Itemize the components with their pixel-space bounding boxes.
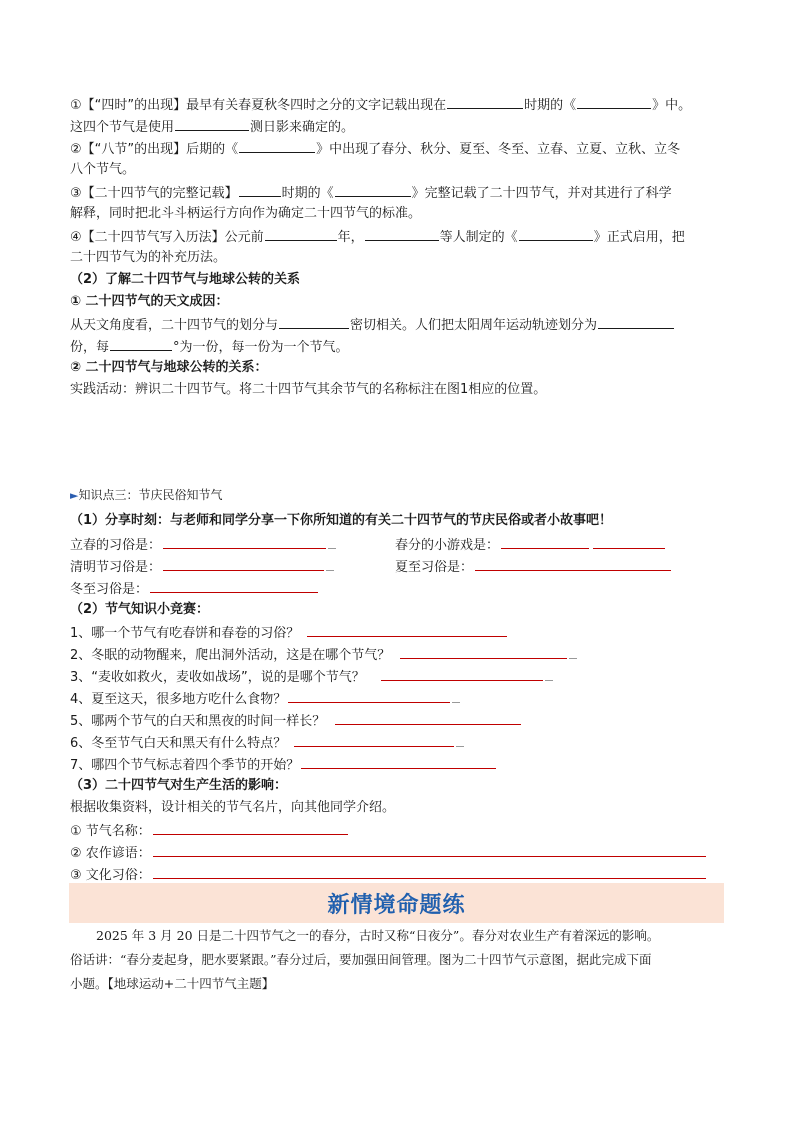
question-3 bbox=[70, 667, 553, 687]
line-sishi-2 bbox=[70, 117, 354, 137]
answer-line[interactable] bbox=[501, 535, 589, 549]
text: 等人制定的《 bbox=[439, 230, 518, 245]
label: 冬至习俗是： bbox=[70, 582, 149, 597]
text: ③【二十四节气的完整记载】 bbox=[70, 186, 238, 201]
question-7 bbox=[70, 755, 498, 775]
answer-line[interactable] bbox=[153, 821, 348, 835]
line-wanzheng bbox=[70, 183, 672, 203]
blank[interactable] bbox=[335, 183, 411, 197]
text: 》正式启用，把 bbox=[593, 230, 685, 245]
section-banner bbox=[69, 883, 724, 923]
text: 》完整记载了二十四节气，并对其进行了科学 bbox=[411, 186, 672, 201]
blank[interactable] bbox=[110, 337, 172, 351]
text: 知识点三：节庆民俗知节气 bbox=[78, 488, 223, 502]
share-prompt: （1）分享时刻：与老师和同学分享一下你所知道的有关二十四节气的节庆民俗或者小故事吧！ bbox=[70, 513, 613, 528]
row-proverb bbox=[70, 843, 708, 863]
text: 年， bbox=[337, 230, 364, 245]
blank[interactable] bbox=[577, 95, 651, 109]
text: 时期的《 bbox=[281, 186, 334, 201]
line-practice: 实践活动：辨识二十四节气。将二十四节气其余节气的名称标注在图1相应的位置。 bbox=[70, 382, 547, 397]
blank[interactable] bbox=[519, 227, 593, 241]
divider bbox=[326, 557, 334, 571]
section-heading bbox=[70, 486, 222, 505]
label: 春分的小游戏是： bbox=[395, 538, 500, 553]
row-chunfen bbox=[395, 535, 667, 555]
text: ④【二十四节气写入历法】公元前 bbox=[70, 230, 264, 245]
line-tianwen-2 bbox=[70, 337, 349, 357]
text: 密切相关。人们把太阳周年运动轨迹划分为 bbox=[350, 318, 598, 333]
question-4 bbox=[70, 689, 460, 709]
label: 立春的习俗是： bbox=[70, 538, 162, 553]
line-tianwen bbox=[70, 315, 675, 335]
answer-line[interactable] bbox=[294, 733, 454, 747]
line-sishi bbox=[70, 95, 691, 115]
scenario-line-3: 小题。【地球运动+二十四节气主题】 bbox=[70, 976, 275, 991]
text: 1、哪一个节气有吃春饼和春卷的习俗？ bbox=[70, 626, 300, 641]
contest-heading: （2）节气知识小竞赛： bbox=[70, 602, 210, 617]
divider bbox=[452, 689, 460, 703]
scenario-line-2: 俗话讲：“春分麦起身，肥水要紧跟。”春分过后，要加强田间管理。图为二十四节气示意图，据此完成下面 bbox=[70, 952, 652, 967]
line-lifa-2: 二十四节气为的补充历法。 bbox=[70, 250, 227, 265]
row-custom bbox=[70, 865, 708, 885]
answer-line[interactable] bbox=[593, 535, 665, 549]
label: 清明节习俗是： bbox=[70, 560, 162, 575]
answer-line[interactable] bbox=[163, 557, 324, 571]
text: 这四个节气是使用 bbox=[70, 120, 175, 135]
impact-heading: （3）二十四节气对生产生活的影响： bbox=[70, 778, 288, 793]
answer-line[interactable] bbox=[288, 689, 450, 703]
answer-line[interactable] bbox=[150, 579, 318, 593]
text: 时期的《 bbox=[524, 98, 577, 113]
line-wanzheng-2: 解释，同时把北斗斗柄运行方向作为确定二十四节气的标准。 bbox=[70, 206, 422, 221]
blank[interactable] bbox=[279, 315, 349, 329]
text: 从天文角度看，二十四节气的划分与 bbox=[70, 318, 279, 333]
text: 6、冬至节气白天和黑天有什么特点？ bbox=[70, 736, 287, 751]
text: 》中。 bbox=[652, 98, 692, 113]
text: 》中出现了春分、秋分、夏至、冬至、立春、立夏、立秋、立冬 bbox=[316, 142, 681, 157]
divider bbox=[456, 733, 464, 747]
line-bajie-2: 八个节气。 bbox=[70, 162, 136, 177]
row-xiazhi bbox=[395, 557, 673, 577]
answer-line[interactable] bbox=[163, 535, 326, 549]
row-name bbox=[70, 821, 350, 841]
blank[interactable] bbox=[365, 227, 439, 241]
line-bajie bbox=[70, 139, 680, 159]
answer-line[interactable] bbox=[475, 557, 671, 571]
blank[interactable] bbox=[447, 95, 523, 109]
text: 份，每 bbox=[70, 340, 110, 355]
subheading-tianwen: ① 二十四节气的天文成因： bbox=[70, 294, 229, 309]
answer-line[interactable] bbox=[400, 645, 567, 659]
label: ① 节气名称： bbox=[70, 824, 151, 839]
intro-line: 根据收集资料，设计相关的节气名片，向其他同学介绍。 bbox=[70, 800, 396, 815]
text: 5、哪两个节气的白天和黑夜的时间一样长？ bbox=[70, 714, 326, 729]
answer-line[interactable] bbox=[335, 711, 521, 725]
answer-line[interactable] bbox=[153, 843, 706, 857]
text: 7、哪四个节气标志着四个季节的开始？ bbox=[70, 758, 300, 773]
question-5 bbox=[70, 711, 523, 731]
label: ② 农作谚语： bbox=[70, 846, 151, 861]
text: 3、“麦收如救火，麦收如战场”，说的是哪个节气？ bbox=[70, 670, 365, 685]
text: 4、夏至这天，很多地方吃什么食物？ bbox=[70, 692, 287, 707]
text: °为一份，每一份为一个节气。 bbox=[173, 340, 349, 355]
subheading-relation: ② 二十四节气与地球公转的关系： bbox=[70, 360, 268, 375]
answer-line[interactable] bbox=[307, 623, 507, 637]
subheading-gongzhuan: （2）了解二十四节气与地球公转的关系 bbox=[70, 272, 301, 287]
row-lichun bbox=[70, 535, 336, 555]
question-2 bbox=[70, 645, 577, 665]
triangle-icon: ► bbox=[70, 489, 79, 502]
text: ①【“四时”的出现】最早有关春夏秋冬四时之分的文字记载出现在 bbox=[70, 98, 447, 113]
text: ②【“八节”的出现】后期的《 bbox=[70, 142, 239, 157]
blank[interactable] bbox=[175, 117, 249, 131]
blank[interactable] bbox=[239, 139, 315, 153]
blank[interactable] bbox=[598, 315, 674, 329]
divider bbox=[545, 667, 553, 681]
text: 测日影来确定的。 bbox=[250, 120, 355, 135]
blank[interactable] bbox=[265, 227, 337, 241]
row-qingming bbox=[70, 557, 334, 577]
divider bbox=[328, 535, 336, 549]
label: 夏至习俗是： bbox=[395, 560, 474, 575]
divider bbox=[569, 645, 577, 659]
row-dongzhi bbox=[70, 579, 320, 599]
scenario-line-1: 2025 年 3 月 20 日是二十四节气之一的春分，古时又称“日夜分”。春分对农业生产有着深远的影响。 bbox=[96, 928, 660, 943]
answer-line[interactable] bbox=[381, 667, 543, 681]
text: 2、冬眠的动物醒来，爬出洞外活动，这是在哪个节气？ bbox=[70, 648, 391, 663]
question-6 bbox=[70, 733, 464, 753]
label: ③ 文化习俗： bbox=[70, 868, 151, 883]
question-1 bbox=[70, 623, 509, 643]
answer-line[interactable] bbox=[153, 865, 706, 879]
banner-title: 新情境命题练 bbox=[327, 892, 466, 918]
line-lifa bbox=[70, 227, 685, 247]
blank[interactable] bbox=[239, 183, 281, 197]
answer-line[interactable] bbox=[301, 755, 496, 769]
